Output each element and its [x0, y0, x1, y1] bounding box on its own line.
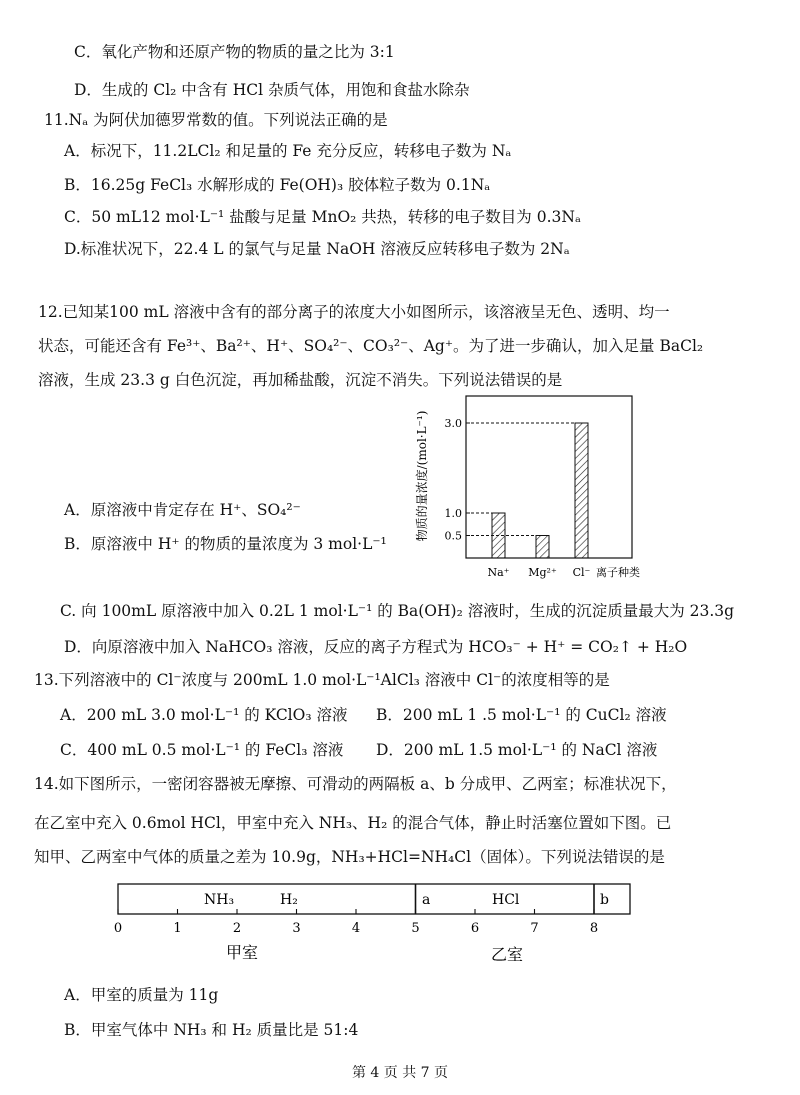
y-tick-label-1: 1.0: [444, 507, 462, 520]
plate-a-label: a: [422, 892, 431, 908]
q12-option-a: A．原溶液中肯定存在 H⁺、SO₄²⁻: [64, 501, 301, 519]
q11-option-d: D.标准状况下，22.4 L 的氯气与足量 NaOH 溶液反应转移电子数为 2Nₐ: [64, 240, 570, 258]
y-axis-label: 物质的量浓度/(mol·L⁻¹): [415, 410, 429, 542]
y-tick-label-0: 0.5: [444, 529, 462, 543]
ruler-tick-label-4: 4: [351, 921, 361, 936]
q13-option-c: C．400 mL 0.5 mol·L⁻¹ 的 FeCl₃ 溶液: [60, 741, 344, 759]
q13-option-b: B．200 mL 1 .5 mol·L⁻¹ 的 CuCl₂ 溶液: [376, 706, 667, 724]
category-label-2: Cl⁻: [572, 566, 591, 579]
ruler-tick-label-8: 8: [589, 921, 599, 936]
q11-option-b: B．16.25g FeCl₃ 水解形成的 Fe(OH)₃ 胶体粒子数为 0.1Nₐ: [64, 176, 491, 194]
q12-option-c: C. 向 100mL 原溶液中加入 0.2L 1 mol·L⁻¹ 的 Ba(OH)₂ 溶液时，生成的沉淀质量最大为 23.3g: [60, 602, 735, 620]
q11-option-c: C．50 mL12 mol·L⁻¹ 盐酸与足量 MnO₂ 共热，转移的电子数目为 0.3Nₐ: [64, 208, 581, 226]
room-jia-label: 甲室: [225, 943, 259, 962]
ruler-tick-label-1: 1: [173, 921, 182, 936]
q13-option-a: A．200 mL 3.0 mol·L⁻¹ 的 KClO₃ 溶液: [60, 706, 348, 724]
ruler-tick-label-2: 2: [232, 921, 242, 936]
q14-stem-line3: 知甲、乙两室中气体的质量之差为 10.9g，NH₃+HCl=NH₄Cl（固体）。下列说法错误的是: [34, 848, 665, 866]
q11-option-a: A．标况下，11.2LCl₂ 和足量的 Fe 充分反应，转移电子数为 Nₐ: [64, 142, 512, 160]
q12-stem-line3: 溶液，生成 23.3 g 白色沉淀，再加稀盐酸，沉淀不消失。下列说法错误的是: [38, 371, 563, 389]
q12-option-b: B．原溶液中 H⁺ 的物质的量浓度为 3 mol·L⁻¹: [64, 535, 387, 553]
gas-hcl-label: HCl: [492, 892, 520, 908]
q14-stem-line2: 在乙室中充入 0.6mol HCl，甲室中充入 NH₃、H₂ 的混合气体，静止时活塞位置如下图。已: [34, 814, 672, 832]
q14-option-a: A．甲室的质量为 11g: [64, 986, 219, 1004]
ion-concentration-chart: [412, 388, 662, 588]
ruler-tick-label-0: 0: [113, 921, 123, 936]
ruler-tick-label-6: 6: [470, 921, 480, 936]
page-footer: 第 4 页 共 7 页: [351, 1065, 449, 1081]
y-tick-label-2: 3.0: [444, 417, 462, 430]
q11-stem: 11.Nₐ 为阿伏加德罗常数的值。下列说法正确的是: [44, 111, 388, 129]
container-diagram: [100, 876, 640, 966]
q13-stem: 13.下列溶液中的 Cl⁻浓度与 200mL 1.0 mol·L⁻¹AlCl₃ 溶液中 Cl⁻的浓度相等的是: [34, 671, 610, 689]
plate-b-label: b: [600, 892, 609, 908]
q12-option-d: D．向原溶液中加入 NaHCO₃ 溶液，反应的离子方程式为 HCO₃⁻ + H⁺ = CO₂↑ + H₂O: [64, 638, 688, 656]
room-yi-label: 乙室: [490, 945, 524, 964]
q13-option-d: D．200 mL 1.5 mol·L⁻¹ 的 NaCl 溶液: [376, 741, 658, 759]
container-outline: [118, 884, 630, 914]
q10-option-c: C．氧化产物和还原产物的物质的量之比为 3:1: [74, 43, 395, 61]
q12-stem-line1: 12.已知某100 mL 溶液中含有的部分离子的浓度大小如图所示，该溶液呈无色、透明、均一: [38, 303, 670, 321]
ruler-tick-label-3: 3: [292, 921, 301, 936]
category-label-0: Na⁺: [487, 566, 510, 579]
category-label-1: Mg²⁺: [528, 566, 557, 579]
ruler-tick-label-5: 5: [411, 921, 420, 936]
gas-nh3-label: NH₃: [204, 892, 235, 908]
bar-2: [575, 423, 588, 558]
q14-stem-line1: 14.如下图所示，一密闭容器被无摩擦、可滑动的两隔板 a、b 分成甲、乙两室；标准状况下，: [34, 775, 677, 793]
ruler-tick-label-7: 7: [530, 921, 539, 936]
gas-h2-label: H₂: [280, 892, 298, 908]
q12-stem-line2: 状态，可能还含有 Fe³⁺、Ba²⁺、H⁺、SO₄²⁻、CO₃²⁻、Ag⁺。为了进一步确认，加入足量 BaCl₂: [38, 337, 704, 355]
bar-1: [536, 536, 549, 559]
q10-option-d: D．生成的 Cl₂ 中含有 HCl 杂质气体，用饱和食盐水除杂: [74, 81, 470, 99]
plot-frame: [466, 396, 632, 558]
x-axis-label: 离子种类: [596, 566, 640, 579]
q14-option-b: B．甲室气体中 NH₃ 和 H₂ 质量比是 51:4: [64, 1021, 359, 1039]
